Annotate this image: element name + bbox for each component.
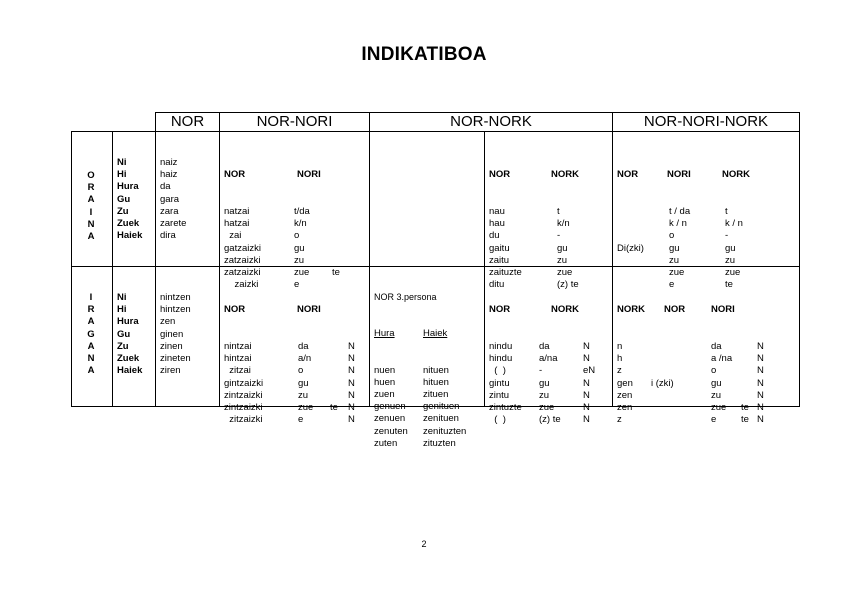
nor-nori-nork-row [617, 341, 797, 353]
nor-nori-row-cell: o [298, 365, 304, 377]
nnn-head-nori: NORI [667, 169, 691, 181]
nor-nork-row-cell: hau [489, 218, 505, 230]
nor-nori-row-cell: N [348, 414, 355, 426]
ir-nor-nork-head-nork: NORK [551, 304, 579, 316]
nor-nori-row [224, 365, 364, 377]
nor-nork-head-nork: NORK [551, 169, 579, 181]
header-nor-nori: NOR-NORI [256, 113, 333, 130]
nor-nori-row-cell: zai [224, 230, 242, 242]
nor3-row [374, 365, 482, 377]
nor-nori-row-cell: hintzai [224, 353, 252, 365]
nor-form: gara [160, 193, 180, 205]
nor-nori-nork-row [617, 267, 797, 279]
nor-nork-row-cell: k/n [557, 218, 570, 230]
nor-nori-nork-row-cell: gu [725, 242, 736, 254]
nor3-row [374, 438, 482, 450]
column-divider [112, 131, 113, 407]
nor-form: zinen [160, 340, 183, 352]
table-right-border [799, 112, 800, 407]
nor3-title: NOR 3.persona [374, 292, 437, 303]
column-divider [219, 112, 220, 407]
nor-nork-row-cell: zintuzte [489, 401, 522, 413]
nor3-row-cell: zuten [374, 437, 398, 449]
nor-nork-row-cell: zue [539, 401, 555, 413]
nor-nori-nork-row [617, 402, 797, 414]
page-number: 2 [421, 539, 427, 549]
nor3-row-cell: zituzten [423, 437, 456, 449]
nor-nori-row-cell: zu [298, 389, 309, 401]
nor-nori-row-cell: zatzaizki [224, 254, 261, 266]
nor-nori-nork-row-cell: gu [711, 377, 722, 389]
nor-nori-row [224, 255, 364, 267]
nor-nori-row-cell: o [294, 230, 300, 242]
nor-nori-row-cell: t/da [294, 206, 310, 217]
nor-form: zen [160, 316, 176, 328]
column-divider [155, 112, 156, 407]
nnn-head-nork: NORK [722, 169, 750, 181]
nor-form: zarete [160, 217, 187, 229]
nor-form: zineten [160, 352, 191, 364]
header-nor: NOR [170, 113, 205, 130]
header-nor-nork: NOR-NORK [450, 113, 532, 130]
nor-nori-row [224, 206, 364, 218]
column-divider [369, 112, 370, 407]
oraina-label-letter: A [87, 230, 95, 242]
iragana-label-letter: G [87, 328, 95, 340]
nor-nork-row-cell: da [539, 341, 550, 352]
nor-nori-row-cell: da [298, 341, 309, 352]
nor-nork-row-cell: zue [557, 266, 573, 278]
oraina-label-letter: R [87, 182, 95, 194]
nor-nori-nork-row-cell: z [617, 365, 622, 377]
nor-nori-nork-row-cell: zue [711, 401, 727, 413]
iragana-label-letter: N [87, 352, 95, 364]
nor-nork-row-cell: N [583, 353, 590, 365]
nor-form: ginen [160, 328, 184, 340]
nor3-row-cell: hituen [423, 376, 449, 388]
nor-nork-row-cell: zu [557, 254, 568, 266]
iragana-label-letter: A [87, 316, 95, 328]
nor-nori-nork-row [617, 230, 797, 242]
nor-nori-nork-row [617, 365, 797, 377]
nor-nori-nork-row [617, 218, 797, 230]
oraina-label-letter: A [87, 194, 95, 206]
nor-nori-nork-row-cell: gu [669, 242, 680, 254]
nor-nork-row-cell: N [583, 414, 590, 426]
nor-nork-row-cell: t [557, 206, 560, 217]
nor-nork-row-cell: a/na [539, 353, 558, 365]
nor3-row-cell: huen [374, 376, 396, 388]
nor3-row-cell: zituen [423, 388, 449, 400]
nor-nork-row-cell: gu [557, 242, 568, 254]
nor-nori-row [224, 218, 364, 230]
nor3-row-cell: zenuten [374, 425, 408, 437]
nor-form: ziren [160, 365, 181, 377]
nor-nork-row-cell: eN [583, 365, 596, 377]
ir-nor-nork-head-nor: NOR [489, 304, 511, 316]
iragana-nor-nori-nork [617, 280, 797, 451]
nor3-row-cell: nituen [423, 364, 449, 376]
nor3-row-cell: nuen [374, 364, 396, 376]
pronoun: Hura [117, 181, 139, 193]
nor-nori-nork-row [617, 206, 797, 218]
nor-nork-row-cell: zu [539, 389, 550, 401]
nor-nori-nork-row-cell: z [617, 414, 622, 426]
nor-nori-nork-row-cell: N [757, 365, 764, 377]
header-nor-nori-nork: NOR-NORI-NORK [643, 113, 769, 130]
nor-nori-row-cell: te [332, 266, 340, 278]
iragana-label-letter: R [87, 304, 95, 316]
nor-nori-nork-row [617, 378, 797, 390]
nor-nori-nork-row-cell: N [757, 377, 764, 389]
nor-nork-row-cell: ( ) [489, 365, 506, 377]
nor-nork-row-cell: nau [489, 206, 505, 217]
nor-nori-row-cell: zitzaizki [224, 414, 263, 426]
nor-nork-row [489, 206, 609, 218]
nor-nori-nork-row-cell: N [757, 353, 764, 365]
nor-nori-row-cell: hatzai [224, 218, 250, 230]
nor-nori-head-nor: NOR [224, 169, 246, 181]
nor-nori-nork-row [617, 353, 797, 365]
nor-nork-row [489, 267, 609, 279]
nor-nork-row [489, 230, 609, 242]
header-bottom-border [71, 131, 800, 132]
nor3-row-cell: zenuen [374, 413, 406, 425]
nor-nori-nork-row-cell: N [757, 341, 764, 352]
pronoun: Hi [117, 169, 127, 181]
nor-nori-nork-row-cell: t [725, 206, 728, 217]
nor-nork-row [489, 378, 609, 390]
nor3-row [374, 377, 482, 389]
ir-nor-nori-head-nori: NORI [297, 304, 321, 316]
nor-nori-row [224, 267, 364, 279]
nor-nori-nork-row-cell: N [757, 389, 764, 401]
nor-nork-row-cell: du [489, 230, 500, 242]
nor-nori-nork-row-cell: zu [711, 389, 722, 401]
nor-nori-row-cell: zintzaizki [224, 389, 263, 401]
nor-nori-row-cell: k/n [294, 218, 307, 230]
pronoun: Zuek [117, 217, 140, 229]
nor-nork-row [489, 365, 609, 377]
nor-nori-nork-row-cell: o [669, 230, 675, 242]
pronoun: Gu [117, 193, 131, 205]
nor-nori-nork-row-cell: h [617, 353, 623, 365]
nor-nork-row-cell: ( ) [489, 414, 506, 426]
nor-nori-nork-row-cell: zue [725, 266, 741, 278]
nor-form: naiz [160, 157, 178, 168]
nor3-row-cell: genituen [423, 401, 460, 413]
nor-nori-nork-row-cell: t / da [669, 206, 691, 217]
nor-nork-row-cell: ditu [489, 279, 505, 291]
nor-nori-row-cell: zatzaizki [224, 266, 261, 278]
ir-nnn-head-nor: NOR [664, 304, 686, 316]
nor3-row-cell: zenituzten [423, 425, 467, 437]
pronoun: Ni [117, 157, 127, 168]
pronoun: Zu [117, 205, 129, 217]
nor-nori-row [224, 341, 364, 353]
nor-nori-row-cell: natzai [224, 206, 250, 217]
nor-nork-row-cell: gaitu [489, 242, 510, 254]
nor-nori-nork-row-cell: k / n [725, 218, 743, 230]
oraina-label-letter: N [87, 218, 95, 230]
nor-nori-nork-row [617, 255, 797, 267]
nor3-row-cell: zenituen [423, 413, 459, 425]
nor-nori-row [224, 243, 364, 255]
nor-nori-row [224, 402, 364, 414]
nor-nori-nork-row-cell: a /na [711, 353, 733, 365]
nor-nori-nork-row-cell: zu [725, 254, 736, 266]
nor-nori-row-cell: zaizki [224, 279, 259, 291]
nor3-row [374, 413, 482, 425]
nor-nork-row-cell: zaituzte [489, 266, 522, 278]
pronoun: Hi [117, 304, 127, 316]
nor-nork-row-cell: N [583, 401, 590, 413]
nor-nori-nork-row-cell: - [725, 230, 729, 242]
oraina-pronouns [117, 157, 142, 242]
oraina-label-letter: O [87, 170, 95, 181]
nor-nork-row-cell: gintu [489, 377, 510, 389]
nor3-head-haiek: Haiek [423, 328, 448, 339]
nor-nori-row [224, 390, 364, 402]
nor-nork-row [489, 341, 609, 353]
nor-nori-nork-row-cell: zen [617, 389, 633, 401]
column-divider [612, 112, 613, 407]
oraina-nor [160, 157, 186, 242]
nor-nori-row-cell: nintzai [224, 341, 252, 352]
column-divider [484, 131, 485, 407]
iragana-pronouns [117, 292, 142, 377]
nor-nork-row-cell: N [583, 389, 590, 401]
pronoun: Zu [117, 340, 129, 352]
nor-nori-row [224, 414, 364, 426]
nor-nori-head-nori: NORI [297, 169, 321, 181]
iragana-nor-nork [489, 280, 609, 451]
nor-nork-row-cell: N [583, 341, 590, 352]
ir-nor-nori-head-nor: NOR [224, 304, 246, 316]
nor-nori-row [224, 378, 364, 390]
nor-nori-nork-row-cell: o [711, 365, 717, 377]
ir-nnn-head-nori: NORI [711, 304, 735, 316]
page-title: INDIKATIBOA [361, 44, 487, 65]
nor-nori-nork-row-cell: n [617, 341, 623, 352]
iragana-label-letter: A [87, 340, 95, 352]
iragana-label [72, 292, 110, 377]
nor-nori-nork-row-cell: da [711, 341, 722, 352]
nor-form: haiz [160, 169, 178, 181]
nor-nori-row-cell: gu [298, 377, 309, 389]
nor-nork-row-cell: (z) te [539, 414, 561, 426]
iragana-nor-nori [224, 280, 364, 451]
nor-nori-row-cell: zue [294, 266, 310, 278]
nor-nork-row [489, 353, 609, 365]
nor-nork-row [489, 390, 609, 402]
iragana-nor3 [374, 267, 482, 474]
nor-nork-head-nor: NOR [489, 169, 511, 181]
pronoun: Zuek [117, 352, 140, 364]
nnn-head-nor: NOR [617, 169, 639, 181]
nor-nori-nork-row-cell: gen [617, 377, 633, 389]
nor-nori-nork-row-cell: Di(zki) [617, 242, 644, 254]
nor-nork-row-cell: - [539, 365, 543, 377]
nor-nori-row-cell: N [348, 377, 355, 389]
nor-nork-row-cell: - [557, 230, 561, 242]
pronoun: Haiek [117, 365, 143, 377]
nor-nori-nork-row [617, 390, 797, 402]
nor-nori-row-cell: zu [294, 254, 305, 266]
nor-nork-row-cell: (z) te [557, 279, 579, 291]
nor-nori-row-cell: N [348, 389, 355, 401]
nor-nork-row [489, 414, 609, 426]
nor-nori-nork-row-cell: e [669, 279, 675, 291]
nor-nori-row-cell: zue [298, 401, 314, 413]
nor-nori-nork-row-cell: te [741, 414, 749, 426]
nor-nork-row-cell: nindu [489, 341, 513, 352]
nor-nori-nork-row [617, 414, 797, 426]
nor-nori-nork-row-cell: zue [669, 266, 685, 278]
nor-nori-nork-row-cell: zu [669, 254, 680, 266]
nor-form: hintzen [160, 304, 191, 316]
nor-nork-row-cell: hindu [489, 353, 513, 365]
nor-nori-row-cell: N [348, 353, 355, 365]
pronoun: Haiek [117, 230, 143, 242]
nor-nori-nork-row [617, 243, 797, 255]
nor3-row-cell: zuen [374, 388, 395, 400]
nor-nori-row-cell: N [348, 341, 355, 352]
nor-form: dira [160, 230, 176, 242]
nor-nori-row-cell: a/n [298, 353, 312, 365]
nor3-head-hura: Hura [374, 328, 395, 339]
nor-nork-row-cell: zaitu [489, 254, 510, 266]
nor-nori-row-cell: e [298, 414, 304, 426]
nor3-row [374, 401, 482, 413]
nor-nori-row-cell: gu [294, 242, 305, 254]
iragana-label-letter: A [87, 365, 95, 377]
nor-nork-row-cell: gu [539, 377, 550, 389]
nor-nori-row-cell: e [294, 279, 300, 291]
nor-nori-row-cell: N [348, 365, 355, 377]
oraina-label [72, 170, 110, 243]
nor-nork-row [489, 402, 609, 414]
nor-form: zara [160, 205, 179, 217]
iragana-nor [160, 292, 191, 377]
nor-nori-row [224, 353, 364, 365]
iragana-label-letter: I [89, 292, 93, 303]
nor-nork-row [489, 255, 609, 267]
nor-nori-nork-row-cell: te [741, 401, 749, 413]
nor-form: da [160, 181, 171, 193]
nor-nork-row [489, 243, 609, 255]
nor-nori-nork-row-cell: N [757, 401, 764, 413]
pronoun: Hura [117, 316, 139, 328]
nor-nori-nork-row-cell: te [725, 279, 733, 291]
nor-nori-row-cell: gintzaizki [224, 377, 264, 389]
pronoun: Ni [117, 292, 127, 303]
ir-nnn-head-nork: NORK [617, 304, 645, 316]
nor-nork-row [489, 218, 609, 230]
nor-nori-row-cell: te [330, 401, 338, 413]
nor-nori-row-cell: N [348, 401, 355, 413]
nor3-row [374, 426, 482, 438]
nor-nork-row-cell: N [583, 377, 590, 389]
nor-nori-row [224, 230, 364, 242]
nor-nori-row-cell: zitzai [224, 365, 251, 377]
nor-nori-nork-row-cell: i (zki) [651, 377, 674, 389]
nor-nori-nork-row-cell: e [711, 414, 717, 426]
nor-nori-row-cell: zintzaizki [224, 401, 263, 413]
nor-form: nintzen [160, 292, 191, 303]
pronoun: Gu [117, 328, 131, 340]
nor-nork-row-cell: zintu [489, 389, 510, 401]
nor3-row [374, 389, 482, 401]
nor-nori-row-cell: gatzaizki [224, 242, 261, 254]
nor-nori-nork-row-cell: k / n [669, 218, 687, 230]
oraina-label-letter: I [89, 206, 93, 218]
nor3-row-cell: genuen [374, 401, 406, 413]
nor-nori-nork-row-cell: zen [617, 401, 633, 413]
nor-nori-nork-row-cell: N [757, 414, 764, 426]
